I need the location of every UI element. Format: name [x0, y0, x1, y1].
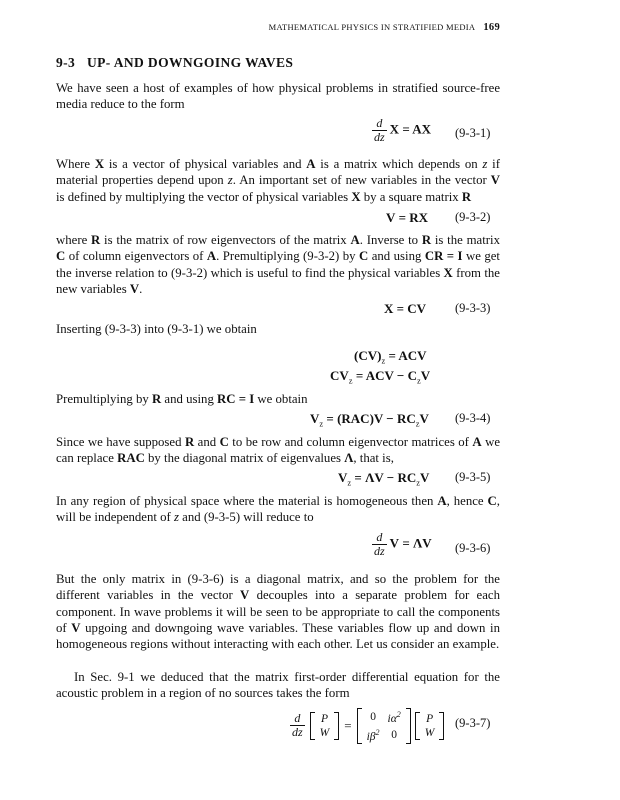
- equation-cv-derivative: [354, 348, 427, 366]
- paragraph-intro: [56, 80, 500, 113]
- matrix-entry: iβ: [366, 730, 376, 743]
- text-run: z: [227, 173, 233, 188]
- vector-entry: W: [424, 726, 435, 739]
- text-run: and using: [368, 249, 425, 264]
- text-run: RAC: [117, 451, 145, 466]
- frac-den: dz: [292, 725, 303, 740]
- text-run: by the diagonal matrix of eigenvalues: [144, 451, 345, 466]
- equation-9-3-2: [386, 210, 428, 226]
- text-run: . Inverse to: [359, 233, 422, 247]
- text-run: R: [184, 435, 195, 449]
- derivative-operator: [372, 531, 387, 558]
- paragraph-premultiplying: [56, 391, 500, 407]
- text-run: . Premultiplying (9-3-2) by: [216, 249, 359, 264]
- text-run: of column eigenvectors of: [65, 249, 207, 264]
- eq-rhs: = RX: [398, 210, 429, 225]
- running-head: [56, 22, 500, 33]
- text-run: X: [351, 189, 361, 204]
- equation-label: (9-3-1): [455, 126, 491, 140]
- text-run: is the matrix of row eigenvectors of the matrix: [100, 233, 351, 247]
- text-run: C: [56, 249, 66, 264]
- text-run: V: [129, 281, 140, 296]
- eq-rhs: = CV: [396, 301, 427, 316]
- equation-9-3-5: [338, 470, 429, 488]
- text-run: is the matrix: [431, 233, 500, 247]
- eq-tail: V: [419, 411, 429, 426]
- text-run: X: [94, 157, 105, 171]
- text-run: In Sec. 9-1 we deduced that the matrix first-order differential equation for the acoustic problem in a region of no sources takes the form: [56, 670, 500, 701]
- text-run: Inserting (9-3-3) into (9-3-1) we obtain: [56, 322, 257, 336]
- equation-label: (9-3-3): [455, 301, 491, 315]
- text-run: .: [139, 281, 143, 296]
- equation-9-3-3: [384, 301, 426, 317]
- eq-lhs: (CV): [354, 348, 382, 363]
- paragraph-eigenvalues: [56, 434, 500, 467]
- derivative-operator: [290, 712, 305, 739]
- text-run: z: [482, 157, 488, 171]
- text-run: is defined by multiplying the vector of physical variables: [56, 189, 352, 204]
- frac-num: d: [372, 117, 387, 131]
- text-run: to be row and column eigenvector matrices of: [228, 435, 473, 449]
- text-run: where: [56, 233, 92, 247]
- eq-sub: z: [416, 375, 421, 386]
- eq-lhs: V: [389, 535, 400, 551]
- text-run: A: [350, 233, 360, 247]
- text-run: , hence: [446, 494, 488, 508]
- text-run: is a vector of physical variables and: [104, 157, 307, 171]
- matrix-exponent: 2: [396, 710, 401, 719]
- frac-num: d: [290, 712, 305, 726]
- text-run: We have seen a host of examples of how physical problems in stratified source-free media reduce to the form: [56, 81, 500, 112]
- text-run: , will be independent of: [56, 494, 500, 525]
- matrix-exponent: 2: [375, 727, 380, 737]
- text-run: A: [472, 435, 482, 449]
- eq-sub: z: [348, 375, 353, 386]
- matrix-entry: iα: [387, 712, 397, 725]
- equals-sign: =: [344, 717, 352, 733]
- section-title: UP- AND DOWNGOING WAVES: [86, 55, 294, 70]
- matrix-entry: 0: [391, 728, 398, 741]
- text-run: we obtain: [254, 392, 308, 406]
- equation-cv-expanded: [330, 368, 430, 386]
- equation-label: (9-3-7): [455, 716, 491, 730]
- eq-sub: z: [319, 418, 324, 429]
- eq-sub: z: [415, 418, 420, 429]
- equation-label: (9-3-5): [455, 470, 491, 484]
- text-run: A: [437, 494, 447, 508]
- text-run: In any region of physical space where the material is homogeneous then: [56, 494, 438, 508]
- eq-lhs: V: [310, 411, 320, 426]
- text-run: But the only matrix in (9-3-6) is a diagonal matrix, and so the problem for the different variables in the vector: [56, 572, 500, 603]
- state-vector: [415, 712, 445, 740]
- text-run: we can replace: [56, 435, 500, 466]
- eq-tail: V: [420, 470, 430, 485]
- text-run: A: [206, 249, 217, 264]
- state-vector: [310, 712, 340, 740]
- paragraph-eigenvectors: [56, 232, 500, 297]
- eq-rhs: = ACV − C: [352, 368, 417, 383]
- eq-lhs: V: [338, 470, 348, 485]
- frac-den: dz: [374, 130, 385, 144]
- eq-lhs: V: [386, 210, 396, 225]
- matrix-entry: 0: [370, 710, 376, 723]
- text-run: X: [443, 265, 453, 280]
- frac-num: d: [372, 531, 387, 545]
- text-run: and (9-3-5) will reduce to: [178, 510, 314, 525]
- eq-sub: z: [347, 477, 352, 488]
- derivative-operator: [372, 117, 387, 144]
- system-matrix: [357, 708, 411, 744]
- text-run: V: [490, 173, 501, 188]
- text-run: , that is,: [353, 451, 394, 466]
- vector-entry: P: [426, 712, 434, 725]
- text-run: C: [219, 435, 229, 449]
- eq-rhs: = ΛV: [402, 535, 432, 551]
- text-run: z: [173, 510, 179, 525]
- text-run: Where: [56, 157, 95, 171]
- text-run: R: [91, 233, 101, 247]
- text-run: R: [461, 189, 472, 204]
- text-run: R: [151, 392, 162, 406]
- section-number: 9-3: [56, 55, 76, 70]
- text-run: CR = I: [424, 249, 463, 264]
- vector-entry: P: [320, 712, 328, 725]
- text-run: decouples into a separate problem for each component. In wave problems it will be seen to be appropriate to call the components of: [56, 588, 500, 635]
- running-title: MATHEMATICAL PHYSICS IN STRATIFIED MEDIA: [268, 22, 475, 32]
- paragraph-decoupling: [56, 571, 500, 652]
- text-run: from the new variables: [56, 265, 500, 296]
- text-run: and: [194, 435, 220, 449]
- equation-9-3-4: [310, 411, 429, 429]
- eq-tail: V: [420, 368, 431, 383]
- frac-den: dz: [374, 544, 385, 558]
- page-number: 169: [483, 22, 500, 33]
- text-run: by a square matrix: [360, 189, 462, 204]
- text-run: A: [306, 157, 316, 171]
- text-run: C: [487, 494, 497, 508]
- equation-9-3-1: [372, 117, 431, 144]
- text-run: is a matrix which depends on: [315, 157, 483, 171]
- text-run: Since we have supposed: [56, 435, 185, 449]
- eq-sub: z: [381, 355, 386, 366]
- eq-rhs: = ACV: [385, 348, 427, 363]
- paragraph-acoustic: [56, 669, 500, 702]
- paragraph-definitions: [56, 156, 500, 205]
- text-run: Premultiplying by: [56, 392, 152, 406]
- equation-9-3-6: [372, 531, 432, 558]
- section-heading: [56, 55, 293, 71]
- equation-label: (9-3-2): [455, 210, 491, 224]
- text-run: and using: [161, 392, 218, 406]
- text-run: C: [359, 249, 369, 264]
- text-run: V: [240, 588, 250, 603]
- equation-label: (9-3-4): [455, 411, 491, 425]
- text-run: we get the inverse relation to (9-3-2) which is useful to find the physical variables: [56, 249, 500, 280]
- eq-sub: z: [416, 477, 421, 488]
- eq-rhs: = (RAC)V − RC: [323, 411, 416, 426]
- eq-lhs: CV: [330, 368, 349, 383]
- vector-entry: W: [319, 726, 330, 739]
- text-run: Λ: [344, 451, 354, 466]
- text-run: R: [421, 233, 432, 247]
- paragraph-inserting: [56, 321, 500, 337]
- equation-9-3-7: [290, 708, 446, 744]
- equation-label: (9-3-6): [455, 541, 491, 555]
- eq-lhs: X: [389, 121, 400, 137]
- text-run: RC = I: [217, 392, 255, 406]
- text-run: upgoing and downgoing wave variables. These variables flow up and down in homogeneous regions without interacting with each other. Let us consider an example.: [56, 620, 500, 652]
- text-run: if material properties depend upon: [56, 157, 500, 188]
- eq-rhs: = AX: [402, 121, 432, 137]
- eq-rhs: = ΛV − RC: [351, 470, 417, 485]
- eq-lhs: X: [384, 301, 394, 316]
- text-run: . An important set of new variables in the vector: [232, 173, 491, 188]
- paragraph-homogeneous: [56, 493, 500, 526]
- text-run: V: [71, 620, 81, 635]
